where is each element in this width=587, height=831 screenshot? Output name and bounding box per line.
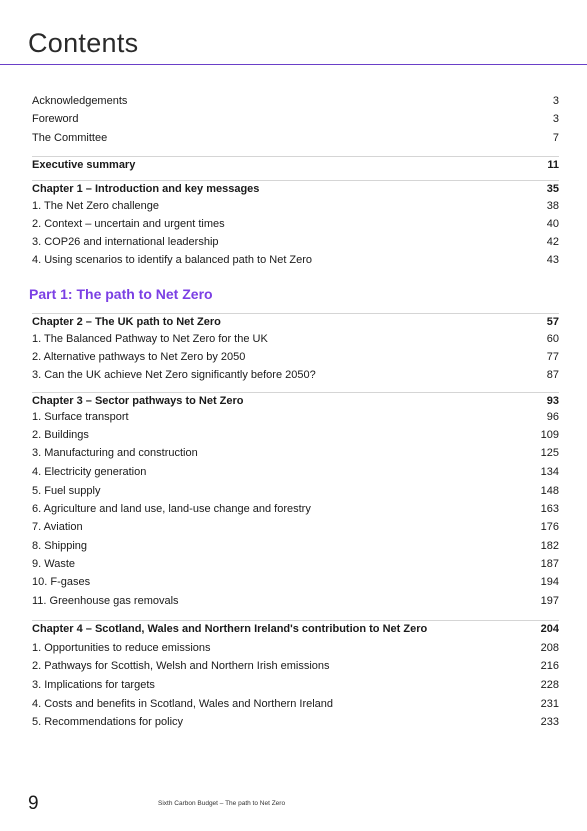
toc-entry-page: 208	[540, 642, 559, 654]
toc-entry-label: Chapter 2 – The UK path to Net Zero	[32, 316, 221, 328]
toc-entry[interactable]	[32, 640, 559, 656]
toc-entry-page: 60	[546, 333, 559, 345]
toc-entry-label: Chapter 3 – Sector pathways to Net Zero	[32, 395, 244, 407]
page-title: Contents	[28, 28, 139, 58]
toc-entry-page: 77	[546, 351, 559, 363]
toc-entry-label: 4. Using scenarios to identify a balanced path to Net Zero	[32, 254, 313, 266]
toc-entry-page: 42	[546, 236, 559, 248]
page-number: 9	[28, 793, 39, 814]
toc-entry-label: 11. Greenhouse gas removals	[32, 595, 179, 607]
toc-entry[interactable]	[32, 677, 559, 693]
toc-entry[interactable]	[32, 620, 559, 637]
toc-entry-page: 3	[552, 95, 559, 107]
toc-entry-page: 87	[546, 369, 559, 381]
toc-entry-page: 163	[540, 503, 559, 515]
toc-entry-page: 187	[540, 558, 559, 570]
toc-entry[interactable]	[32, 349, 559, 365]
toc-entry[interactable]	[32, 111, 559, 127]
toc-entry-label: 3. Can the UK achieve Net Zero significantly before 2050?	[32, 369, 316, 381]
toc-entry[interactable]	[32, 427, 559, 443]
part-heading	[29, 284, 556, 304]
toc-entry[interactable]	[32, 198, 559, 214]
toc-entry[interactable]	[32, 331, 559, 347]
toc-entry-page: 40	[546, 218, 559, 230]
toc-entry[interactable]	[32, 574, 559, 590]
toc-entry-page: 38	[546, 200, 559, 212]
toc-entry-page: 35	[546, 183, 559, 195]
toc-entry-label: 7. Aviation	[32, 521, 83, 533]
toc-entry-label: Executive summary	[32, 159, 136, 171]
toc-entry[interactable]	[32, 409, 559, 425]
toc-entry-label: 2. Context – uncertain and urgent times	[32, 218, 225, 230]
toc-entry[interactable]	[32, 445, 559, 461]
toc-entry-page: 125	[540, 447, 559, 459]
toc-entry-label: Chapter 1 – Introduction and key messages	[32, 183, 260, 195]
toc-entry-label: 3. Implications for targets	[32, 679, 155, 691]
toc-entry-label: 1. The Balanced Pathway to Net Zero for the UK	[32, 333, 268, 345]
toc-entry-label: 3. COP26 and international leadership	[32, 236, 219, 248]
toc-entry[interactable]	[32, 234, 559, 250]
toc-entry-label: Acknowledgements	[32, 95, 128, 107]
toc-entry-page: 228	[540, 679, 559, 691]
toc-entry[interactable]	[32, 367, 559, 383]
toc-entry-page: 231	[540, 698, 559, 710]
toc-entry-page: 3	[552, 113, 559, 125]
toc-entry-page: 57	[546, 316, 559, 328]
toc-entry[interactable]	[32, 593, 559, 609]
toc-entry[interactable]	[32, 714, 559, 730]
toc-entry-label: 1. The Net Zero challenge	[32, 200, 159, 212]
toc-entry[interactable]	[32, 501, 559, 517]
toc-entry-label: 4. Costs and benefits in Scotland, Wales and Northern Ireland	[32, 698, 334, 710]
toc-entry[interactable]	[32, 180, 559, 197]
toc-entry-page: 43	[546, 254, 559, 266]
toc-entry-label: Foreword	[32, 113, 79, 125]
toc-entry-label: 2. Buildings	[32, 429, 89, 441]
toc-entry[interactable]	[32, 519, 559, 535]
toc-entry[interactable]	[32, 216, 559, 232]
toc-entry-label: Chapter 4 – Scotland, Wales and Northern Ireland's contribution to Net Zero	[32, 623, 428, 635]
toc-entry[interactable]	[32, 538, 559, 554]
toc-entry[interactable]	[32, 392, 559, 409]
toc-entry[interactable]	[32, 252, 559, 268]
toc-entry-label: 4. Electricity generation	[32, 466, 147, 478]
toc-entry-label: 1. Surface transport	[32, 411, 129, 423]
toc-entry[interactable]	[32, 556, 559, 572]
toc-entry-label: 10. F-gases	[32, 576, 91, 588]
toc-entry[interactable]	[32, 130, 559, 146]
toc-entry-page: 93	[546, 395, 559, 407]
toc-entry-label: 9. Waste	[32, 558, 75, 570]
toc-entry-label: 1. Opportunities to reduce emissions	[32, 642, 211, 654]
toc-entry-label: 6. Agriculture and land use, land-use change and forestry	[32, 503, 311, 515]
toc-entry-label: 3. Manufacturing and construction	[32, 447, 198, 459]
toc-entry-page: 96	[546, 411, 559, 423]
toc-entry-label: Part 1: The path to Net Zero	[29, 286, 213, 302]
toc-entry[interactable]	[32, 93, 559, 109]
toc-entry-page: 216	[540, 660, 559, 672]
toc-entry[interactable]	[32, 658, 559, 674]
toc-entry-page: 11	[547, 159, 559, 171]
toc-entry-label: 5. Recommendations for policy	[32, 716, 184, 728]
toc-entry-label: 5. Fuel supply	[32, 485, 101, 497]
toc-entry-page: 176	[540, 521, 559, 533]
toc-entry-page: 182	[540, 540, 559, 552]
toc-entry[interactable]	[32, 696, 559, 712]
toc-entry-page: 194	[540, 576, 559, 588]
toc-entry[interactable]	[32, 156, 559, 173]
toc-entry[interactable]	[32, 483, 559, 499]
toc-entry[interactable]	[32, 464, 559, 480]
toc-entry-page: 7	[552, 132, 559, 144]
title-divider	[0, 64, 587, 65]
toc-entry-page: 109	[540, 429, 559, 441]
toc-entry-label: 2. Pathways for Scottish, Welsh and Northern Irish emissions	[32, 660, 330, 672]
toc-entry-page: 148	[540, 485, 559, 497]
toc-entry-page: 204	[540, 623, 559, 635]
footer-text: Sixth Carbon Budget – The path to Net Zero	[158, 800, 286, 807]
toc-entry-page: 134	[540, 466, 559, 478]
toc-entry-page: 233	[540, 716, 559, 728]
toc-entry-label: 2. Alternative pathways to Net Zero by 2050	[32, 351, 246, 363]
toc-entry-page: 197	[540, 595, 559, 607]
toc-entry-label: 8. Shipping	[32, 540, 88, 552]
toc-entry[interactable]	[32, 313, 559, 330]
toc-entry-label: The Committee	[32, 132, 108, 144]
